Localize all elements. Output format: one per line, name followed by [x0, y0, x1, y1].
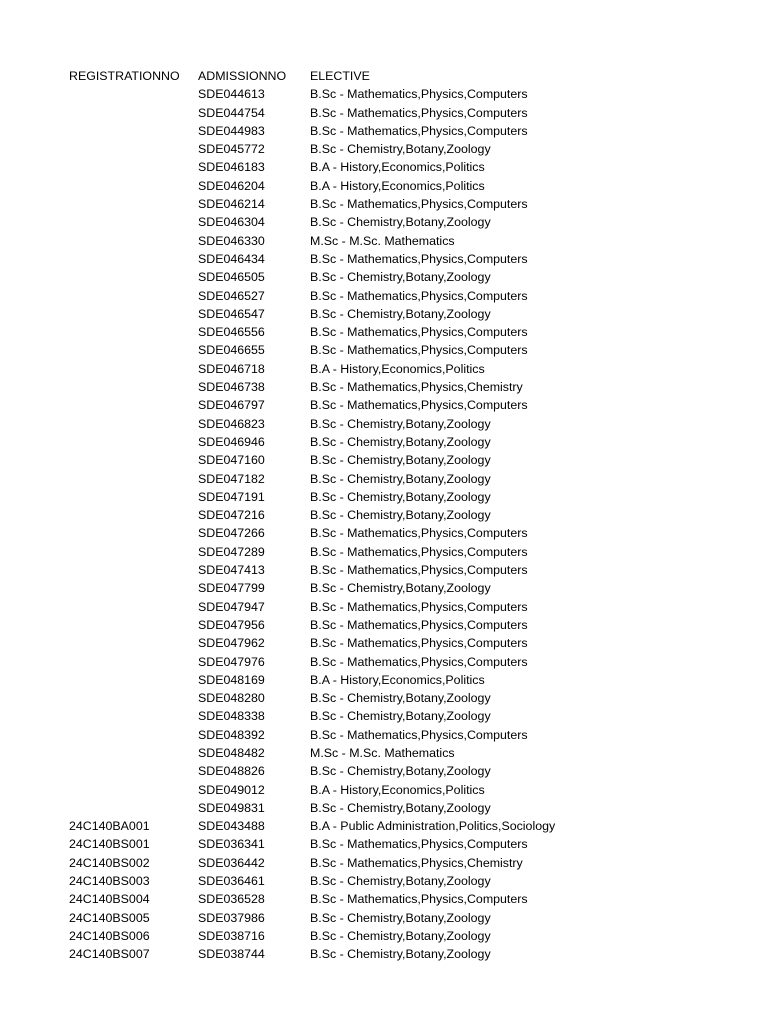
- elective-cell: B.Sc - Chemistry,Botany,Zoology: [310, 764, 491, 779]
- table-row: [0, 543, 768, 561]
- table-row: [0, 890, 768, 908]
- admission-cell: SDE047289: [198, 544, 265, 559]
- table-row: [0, 104, 768, 122]
- table-row: [0, 524, 768, 542]
- elective-cell: B.A - History,Economics,Politics: [310, 160, 485, 175]
- admission-cell: SDE046505: [198, 270, 265, 285]
- elective-cell: B.Sc - Chemistry,Botany,Zoology: [310, 489, 491, 504]
- elective-cell: B.Sc - Chemistry,Botany,Zoology: [310, 453, 491, 468]
- admission-cell: SDE037986: [198, 910, 265, 925]
- elective-cell: B.Sc - Mathematics,Physics,Computers: [310, 526, 528, 541]
- table-row: [0, 287, 768, 305]
- table-row: [0, 323, 768, 341]
- admission-cell: SDE036461: [198, 874, 265, 889]
- table-row: [0, 122, 768, 140]
- admission-cell: SDE036341: [198, 837, 265, 852]
- admission-cell: SDE046527: [198, 288, 265, 303]
- admission-cell: SDE046556: [198, 325, 265, 340]
- admission-cell: SDE044983: [198, 123, 265, 138]
- elective-cell: B.Sc - Mathematics,Physics,Chemistry: [310, 380, 523, 395]
- elective-cell: B.Sc - Mathematics,Physics,Computers: [310, 325, 528, 340]
- table-row: [0, 598, 768, 616]
- admission-cell: SDE048482: [198, 745, 265, 760]
- table-row: [0, 268, 768, 286]
- elective-cell: B.Sc - Chemistry,Botany,Zoology: [310, 416, 491, 431]
- table-row: [0, 616, 768, 634]
- admission-cell: SDE043488: [198, 819, 265, 834]
- header-registration: REGISTRATIONNO: [69, 69, 180, 83]
- table-row: [0, 872, 768, 890]
- table-row: [0, 799, 768, 817]
- table-row: [0, 488, 768, 506]
- elective-cell: B.Sc - Mathematics,Physics,Computers: [310, 398, 528, 413]
- elective-cell: B.A - History,Economics,Politics: [310, 672, 485, 687]
- elective-cell: B.Sc - Chemistry,Botany,Zoology: [310, 581, 491, 596]
- header-row: [0, 67, 768, 85]
- table-row: [0, 835, 768, 853]
- admission-cell: SDE048280: [198, 691, 265, 706]
- admission-cell: SDE036528: [198, 892, 265, 907]
- admission-cell: SDE046823: [198, 416, 265, 431]
- table-row: [0, 140, 768, 158]
- elective-cell: B.Sc - Chemistry,Botany,Zoology: [310, 471, 491, 486]
- elective-cell: B.Sc - Mathematics,Physics,Computers: [310, 87, 528, 102]
- admission-cell: SDE047160: [198, 453, 265, 468]
- table-row: [0, 232, 768, 250]
- table-row: [0, 85, 768, 103]
- elective-cell: B.Sc - Chemistry,Botany,Zoology: [310, 215, 491, 230]
- registration-cell: 24C140BA001: [69, 819, 150, 834]
- registration-cell: 24C140BS007: [69, 947, 150, 962]
- elective-cell: B.Sc - Mathematics,Physics,Computers: [310, 727, 528, 742]
- table-row: [0, 378, 768, 396]
- table-row: [0, 817, 768, 835]
- elective-cell: B.Sc - Chemistry,Botany,Zoology: [310, 270, 491, 285]
- admission-cell: SDE048392: [198, 727, 265, 742]
- elective-cell: B.Sc - Chemistry,Botany,Zoology: [310, 947, 491, 962]
- table-row: [0, 415, 768, 433]
- table-row: [0, 360, 768, 378]
- admission-cell: SDE047976: [198, 654, 265, 669]
- admission-cell: SDE049012: [198, 782, 265, 797]
- elective-cell: B.Sc - Mathematics,Physics,Computers: [310, 654, 528, 669]
- data-table: [0, 67, 768, 964]
- table-row: [0, 781, 768, 799]
- admission-cell: SDE046738: [198, 380, 265, 395]
- admission-cell: SDE038716: [198, 928, 265, 943]
- table-row: [0, 927, 768, 945]
- admission-cell: SDE046547: [198, 306, 265, 321]
- admission-cell: SDE044754: [198, 105, 265, 120]
- admission-cell: SDE047956: [198, 617, 265, 632]
- admission-cell: SDE046204: [198, 178, 265, 193]
- admission-cell: SDE047962: [198, 636, 265, 651]
- admission-cell: SDE047413: [198, 563, 265, 578]
- elective-cell: B.Sc - Mathematics,Physics,Computers: [310, 599, 528, 614]
- registration-cell: 24C140BS006: [69, 928, 150, 943]
- table-row: [0, 762, 768, 780]
- elective-cell: B.A - Public Administration,Politics,Sociology: [310, 819, 556, 834]
- admission-cell: SDE045772: [198, 142, 265, 157]
- elective-cell: B.Sc - Chemistry,Botany,Zoology: [310, 691, 491, 706]
- admission-cell: SDE046655: [198, 343, 265, 358]
- admission-cell: SDE047266: [198, 526, 265, 541]
- elective-cell: B.Sc - Mathematics,Physics,Computers: [310, 343, 528, 358]
- table-row: [0, 726, 768, 744]
- table-row: [0, 213, 768, 231]
- admission-cell: SDE047799: [198, 581, 265, 596]
- elective-cell: B.Sc - Mathematics,Physics,Computers: [310, 636, 528, 651]
- table-row: [0, 451, 768, 469]
- elective-cell: B.Sc - Mathematics,Physics,Computers: [310, 288, 528, 303]
- header-admission: ADMISSIONNO: [198, 69, 287, 83]
- elective-cell: B.Sc - Chemistry,Botany,Zoology: [310, 800, 491, 815]
- table-row: [0, 579, 768, 597]
- elective-cell: B.Sc - Mathematics,Physics,Computers: [310, 563, 528, 578]
- elective-cell: B.Sc - Mathematics,Physics,Computers: [310, 544, 528, 559]
- elective-cell: B.Sc - Chemistry,Botany,Zoology: [310, 434, 491, 449]
- admission-cell: SDE038744: [198, 947, 265, 962]
- table-row: [0, 158, 768, 176]
- elective-cell: B.Sc - Mathematics,Physics,Computers: [310, 197, 528, 212]
- registration-cell: 24C140BS005: [69, 910, 150, 925]
- admission-cell: SDE046304: [198, 215, 265, 230]
- table-row: [0, 195, 768, 213]
- registration-cell: 24C140BS002: [69, 855, 150, 870]
- elective-cell: B.A - History,Economics,Politics: [310, 361, 485, 376]
- admission-cell: SDE046946: [198, 434, 265, 449]
- table-row: [0, 396, 768, 414]
- elective-cell: B.Sc - Chemistry,Botany,Zoology: [310, 910, 491, 925]
- admission-cell: SDE047947: [198, 599, 265, 614]
- elective-cell: B.Sc - Mathematics,Physics,Computers: [310, 617, 528, 632]
- admission-cell: SDE048826: [198, 764, 265, 779]
- elective-cell: B.Sc - Mathematics,Physics,Computers: [310, 837, 528, 852]
- elective-cell: B.Sc - Chemistry,Botany,Zoology: [310, 306, 491, 321]
- table-row: [0, 341, 768, 359]
- elective-cell: B.Sc - Chemistry,Botany,Zoology: [310, 508, 491, 523]
- header-elective: ELECTIVE: [310, 69, 370, 83]
- admission-cell: SDE044613: [198, 87, 265, 102]
- table-row: [0, 689, 768, 707]
- elective-cell: B.Sc - Mathematics,Physics,Computers: [310, 892, 528, 907]
- elective-cell: B.A - History,Economics,Politics: [310, 178, 485, 193]
- table-row: [0, 470, 768, 488]
- registration-cell: 24C140BS001: [69, 837, 150, 852]
- table-row: [0, 250, 768, 268]
- table-row: [0, 653, 768, 671]
- admission-cell: SDE049831: [198, 800, 265, 815]
- admission-cell: SDE036442: [198, 855, 265, 870]
- admission-cell: SDE047182: [198, 471, 265, 486]
- admission-cell: SDE046330: [198, 233, 265, 248]
- admission-cell: SDE046797: [198, 398, 265, 413]
- elective-cell: B.A - History,Economics,Politics: [310, 782, 485, 797]
- admission-cell: SDE048338: [198, 709, 265, 724]
- elective-cell: B.Sc - Mathematics,Physics,Computers: [310, 105, 528, 120]
- admission-cell: SDE047216: [198, 508, 265, 523]
- elective-cell: B.Sc - Chemistry,Botany,Zoology: [310, 874, 491, 889]
- elective-cell: B.Sc - Chemistry,Botany,Zoology: [310, 928, 491, 943]
- table-row: [0, 305, 768, 323]
- table-body: [0, 85, 768, 963]
- registration-cell: 24C140BS004: [69, 892, 150, 907]
- table-row: [0, 945, 768, 963]
- table-row: [0, 177, 768, 195]
- elective-cell: B.Sc - Chemistry,Botany,Zoology: [310, 142, 491, 157]
- elective-cell: M.Sc - M.Sc. Mathematics: [310, 745, 455, 760]
- admission-cell: SDE046718: [198, 361, 265, 376]
- admission-cell: SDE046183: [198, 160, 265, 175]
- table-row: [0, 707, 768, 725]
- elective-cell: B.Sc - Mathematics,Physics,Chemistry: [310, 855, 523, 870]
- elective-cell: B.Sc - Mathematics,Physics,Computers: [310, 123, 528, 138]
- registration-cell: 24C140BS003: [69, 874, 150, 889]
- table-row: [0, 744, 768, 762]
- table-row: [0, 909, 768, 927]
- table-row: [0, 671, 768, 689]
- elective-cell: B.Sc - Chemistry,Botany,Zoology: [310, 709, 491, 724]
- table-row: [0, 854, 768, 872]
- elective-cell: M.Sc - M.Sc. Mathematics: [310, 233, 455, 248]
- table-row: [0, 561, 768, 579]
- table-row: [0, 433, 768, 451]
- table-row: [0, 506, 768, 524]
- elective-cell: B.Sc - Mathematics,Physics,Computers: [310, 251, 528, 266]
- admission-cell: SDE048169: [198, 672, 265, 687]
- admission-cell: SDE047191: [198, 489, 265, 504]
- admission-cell: SDE046434: [198, 251, 265, 266]
- admission-cell: SDE046214: [198, 197, 265, 212]
- table-row: [0, 634, 768, 652]
